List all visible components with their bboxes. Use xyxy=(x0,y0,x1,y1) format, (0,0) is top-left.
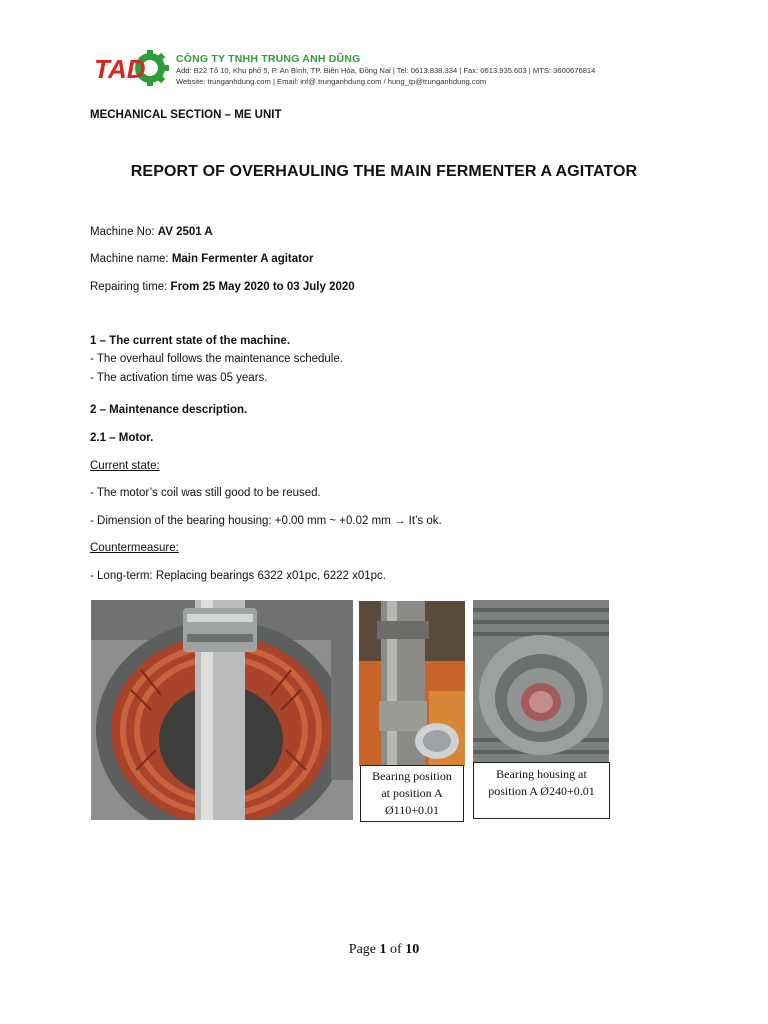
machine-name-label: Machine name: xyxy=(90,253,172,265)
company-info xyxy=(176,53,595,87)
caption-1-line-2: at position A xyxy=(381,786,443,800)
caption-2-line-2: position A Ø240+0.01 xyxy=(488,784,595,798)
motor-stator-photo xyxy=(91,600,353,820)
section-2-heading: 2 – Maintenance description. xyxy=(90,404,248,416)
logo-gear-icon xyxy=(92,50,170,86)
machine-name-value: Main Fermenter A agitator xyxy=(171,253,314,265)
caption-1-line-1: Bearing position xyxy=(372,769,452,783)
shaft-photo xyxy=(359,601,465,766)
company-address: Add: B22 Tổ 10, Khu phố 5, P. An Bình, TP. Biên Hòa, Đồng Nai | Tel: 0613.838.334 | Fax: 0613.935.603 | MTS: 3600676814 xyxy=(176,66,596,75)
state-line-1: - The motor’s coil was still good to be reused. xyxy=(90,487,321,499)
logo-text: TAD xyxy=(94,54,146,84)
machine-no-label: Machine No: xyxy=(90,226,158,238)
section-label: MECHANICAL SECTION – ME UNIT xyxy=(90,109,282,121)
section-2-1-heading: 2.1 – Motor. xyxy=(90,432,154,444)
caption-2-line-1: Bearing housing at xyxy=(496,767,587,781)
machine-no-value: AV 2501 A xyxy=(157,226,213,238)
bearing-housing-photo xyxy=(473,600,609,762)
countermeasure-line-1: - Long-term: Replacing bearings 6322 x01pc, 6222 x01pc. xyxy=(90,570,386,582)
machine-no-row xyxy=(90,225,213,239)
company-website: Website: trunganhdung.com | Email: inf@.trunganhdung.com / hung_tp@trunganhdung.com xyxy=(176,76,487,86)
current-state-label: Current state: xyxy=(90,460,160,472)
section-1-heading: 1 – The current state of the machine. xyxy=(90,335,291,347)
repair-time-label: Repairing time: xyxy=(90,281,171,293)
section-1-line-2: - The activation time was 05 years. xyxy=(90,372,268,384)
machine-name-row xyxy=(90,252,313,266)
page-number: Page 1 of 10 xyxy=(348,942,420,957)
repair-time-value: From 25 May 2020 to 03 July 2020 xyxy=(170,281,355,293)
repair-time-row xyxy=(90,280,355,294)
countermeasure-label: Countermeasure: xyxy=(90,542,179,554)
section-1-line-1: - The overhaul follows the maintenance schedule. xyxy=(90,353,343,365)
company-name: CÔNG TY TNHH TRUNG ANH DŨNG xyxy=(176,53,361,65)
caption-bearing-housing xyxy=(473,762,610,819)
company-logo xyxy=(92,50,170,86)
state-line-2: - Dimension of the bearing housing: +0.00 mm ~ +0.02 mm → It’s ok. xyxy=(90,515,442,527)
page-title: REPORT OF OVERHAULING THE MAIN FERMENTER A AGITATOR xyxy=(130,163,638,180)
caption-bearing-position xyxy=(360,765,464,822)
caption-1-line-3: Ø110+0.01 xyxy=(385,803,439,817)
